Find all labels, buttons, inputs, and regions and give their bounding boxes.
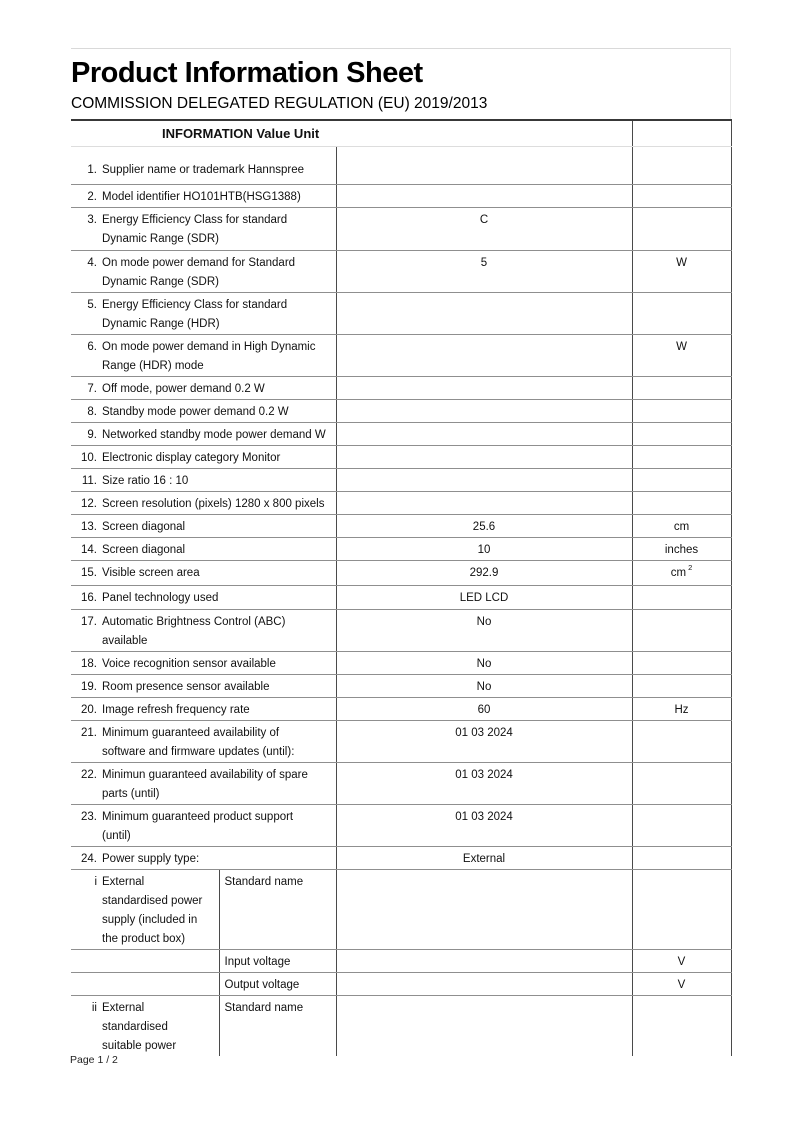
row-number: 17. [81,615,97,628]
row-label: Standby mode power demand 0.2 W [102,405,289,418]
row-label-cell [71,697,336,720]
table-row [71,491,731,514]
row-label-cell [71,146,336,184]
subrow-unit [632,869,731,949]
row-label: Screen diagonal [102,520,186,533]
row-label: Voice recognition sensor available [102,657,276,670]
row-number: 19. [81,680,97,693]
row-value [336,184,632,207]
row-label: Room presence sensor available [102,680,270,693]
row-label: Energy Efficiency Class for standard Dynamic Range (SDR) [102,213,288,245]
row-value: External [336,846,632,869]
table-subrow [71,972,731,995]
subrow-field-label: Input voltage [219,949,336,972]
row-unit: cm $^2$ [632,560,731,585]
row-number: 1. [87,163,97,176]
table-subrow [71,949,731,972]
row-unit [632,720,731,762]
row-value [336,445,632,468]
row-label-cell [71,468,336,491]
subrow-label: External standardised suitable power [102,1001,177,1052]
row-label-cell [71,422,336,445]
table-row [71,804,731,846]
page-title: Product Information Sheet [71,57,423,89]
row-value [336,376,632,399]
row-number: 18. [81,657,97,670]
row-label-cell [71,762,336,804]
subrow-label-cell [71,949,219,972]
table-row [71,585,731,609]
row-unit [632,804,731,846]
subrow-marker: ii [91,1001,97,1014]
row-number: 4. [87,256,97,269]
table-header-row [71,120,731,146]
row-number: 16. [81,591,97,604]
row-number: 13. [81,520,97,533]
row-number: 10. [81,451,97,464]
row-value [336,468,632,491]
row-label-cell [71,207,336,250]
row-unit: W [632,250,731,292]
row-label-cell [71,250,336,292]
table-row [71,250,731,292]
page-subtitle: COMMISSION DELEGATED REGULATION (EU) 2019/2013 [71,95,488,112]
row-value: C [336,207,632,250]
row-label: Energy Efficiency Class for standard Dynamic Range (HDR) [102,298,288,330]
table-row [71,468,731,491]
table-row [71,184,731,207]
row-value: No [336,609,632,651]
subrow-label-cell [71,995,219,1056]
title-block [71,48,731,119]
row-unit [632,846,731,869]
subrow-label: External standardised power supply (included in the product box) [102,875,203,945]
row-unit: cm [632,514,731,537]
row-value: 292.9 [336,560,632,585]
row-label: On mode power demand for Standard Dynamic Range (SDR) [102,256,296,288]
row-unit: W [632,334,731,376]
table-row [71,537,731,560]
table-header-unit-cell [632,120,731,146]
table-row [71,146,731,184]
table-subrow [71,995,731,1056]
table-row [71,292,731,334]
row-number: 20. [81,703,97,716]
row-label-cell [71,514,336,537]
row-label-cell [71,537,336,560]
row-label-cell [71,585,336,609]
row-unit [632,184,731,207]
row-number: 14. [81,543,97,556]
row-unit [632,491,731,514]
row-label-cell [71,804,336,846]
document-content [71,48,731,1052]
row-unit [632,399,731,422]
row-value: 60 [336,697,632,720]
subrow-value [336,949,632,972]
row-label: Model identifier HO101HTB(HSG1388) [102,190,301,203]
table-row [71,651,731,674]
row-label: Visible screen area [102,566,200,579]
table-row [71,376,731,399]
row-label-cell [71,399,336,422]
row-unit [632,445,731,468]
table-header-cell: INFORMATION Value Unit [71,120,632,146]
row-label-cell [71,651,336,674]
row-number: 12. [81,497,97,510]
row-number: 2. [87,190,97,203]
row-number: 22. [81,768,97,781]
table-row [71,514,731,537]
row-label-cell [71,334,336,376]
row-value: 01 03 2024 [336,804,632,846]
row-unit: Hz [632,697,731,720]
row-unit [632,585,731,609]
row-number: 3. [87,213,97,226]
table-row [71,445,731,468]
row-unit [632,146,731,184]
row-label: Screen diagonal [102,543,186,556]
table-row [71,334,731,376]
row-unit: inches [632,537,731,560]
row-number: 7. [87,382,97,395]
row-value [336,422,632,445]
table-row [71,560,731,585]
row-value [336,491,632,514]
row-value [336,292,632,334]
row-value [336,146,632,184]
table-subrow [71,869,731,949]
subrow-unit: V [632,972,731,995]
table-row [71,609,731,651]
subrow-value [336,995,632,1056]
row-value [336,334,632,376]
row-number: 11. [81,474,97,487]
table-row [71,399,731,422]
row-label: Off mode, power demand 0.2 W [102,382,265,395]
subrow-value [336,869,632,949]
row-value: No [336,651,632,674]
info-table [71,119,732,1056]
row-value: 01 03 2024 [336,762,632,804]
row-unit [632,609,731,651]
subrow-unit [632,995,731,1056]
table-row [71,207,731,250]
row-label-cell [71,184,336,207]
row-label-cell [71,445,336,468]
row-value [336,399,632,422]
table-row [71,846,731,869]
row-label-cell [71,292,336,334]
row-number: 15. [81,566,97,579]
subrow-label-cell [71,972,219,995]
page-number: Page 1 / 2 [70,1054,118,1066]
row-label: Size ratio 16 : 10 [102,474,189,487]
row-label-cell [71,560,336,585]
row-label-cell [71,720,336,762]
row-label-cell [71,674,336,697]
row-label: Electronic display category Monitor [102,451,281,464]
row-label: On mode power demand in High Dynamic Range (HDR) mode [102,340,316,372]
info-table-body [71,120,731,1056]
table-row [71,720,731,762]
subrow-unit: V [632,949,731,972]
row-value: 5 [336,250,632,292]
row-value: No [336,674,632,697]
row-label: Networked standby mode power demand W [102,428,326,441]
row-unit [632,762,731,804]
table-row [71,422,731,445]
row-number: 24. [81,852,97,865]
row-value: 01 03 2024 [336,720,632,762]
row-label: Minimum guaranteed availability of software and firmware updates (until): [102,726,295,758]
row-number: 23. [81,810,97,823]
row-label: Panel technology used [102,591,219,604]
row-label: Minimum guaranteed product support (until) [102,810,294,842]
row-label: Automatic Brightness Control (ABC) available [102,615,286,647]
subrow-value [336,972,632,995]
row-label: Image refresh frequency rate [102,703,250,716]
row-unit [632,207,731,250]
subrow-field-label: Output voltage [219,972,336,995]
row-label: Power supply type: [102,852,200,865]
row-number: 6. [87,340,97,353]
row-number: 8. [87,405,97,418]
table-row [71,674,731,697]
subrow-label-cell [71,869,219,949]
row-value: 10 [336,537,632,560]
row-label-cell [71,846,336,869]
subrow-field-label: Standard name [219,995,336,1056]
row-label-cell [71,491,336,514]
row-label: Screen resolution (pixels) 1280 x 800 pixels [102,497,325,510]
row-number: 21. [81,726,97,739]
row-unit [632,422,731,445]
row-label: Supplier name or trademark Hannspree [102,163,304,176]
row-unit [632,651,731,674]
subrow-field-label: Standard name [219,869,336,949]
row-number: 9. [87,428,97,441]
row-label-cell [71,609,336,651]
row-label: Minimun guaranteed availability of spare parts (until) [102,768,308,800]
row-unit [632,292,731,334]
table-row [71,762,731,804]
row-value: LED LCD [336,585,632,609]
row-unit [632,376,731,399]
row-number: 5. [87,298,97,311]
row-unit [632,468,731,491]
row-unit [632,674,731,697]
subrow-marker: i [94,875,97,888]
row-value: 25.6 [336,514,632,537]
table-row [71,697,731,720]
info-table-region [71,119,731,1052]
row-label-cell [71,376,336,399]
